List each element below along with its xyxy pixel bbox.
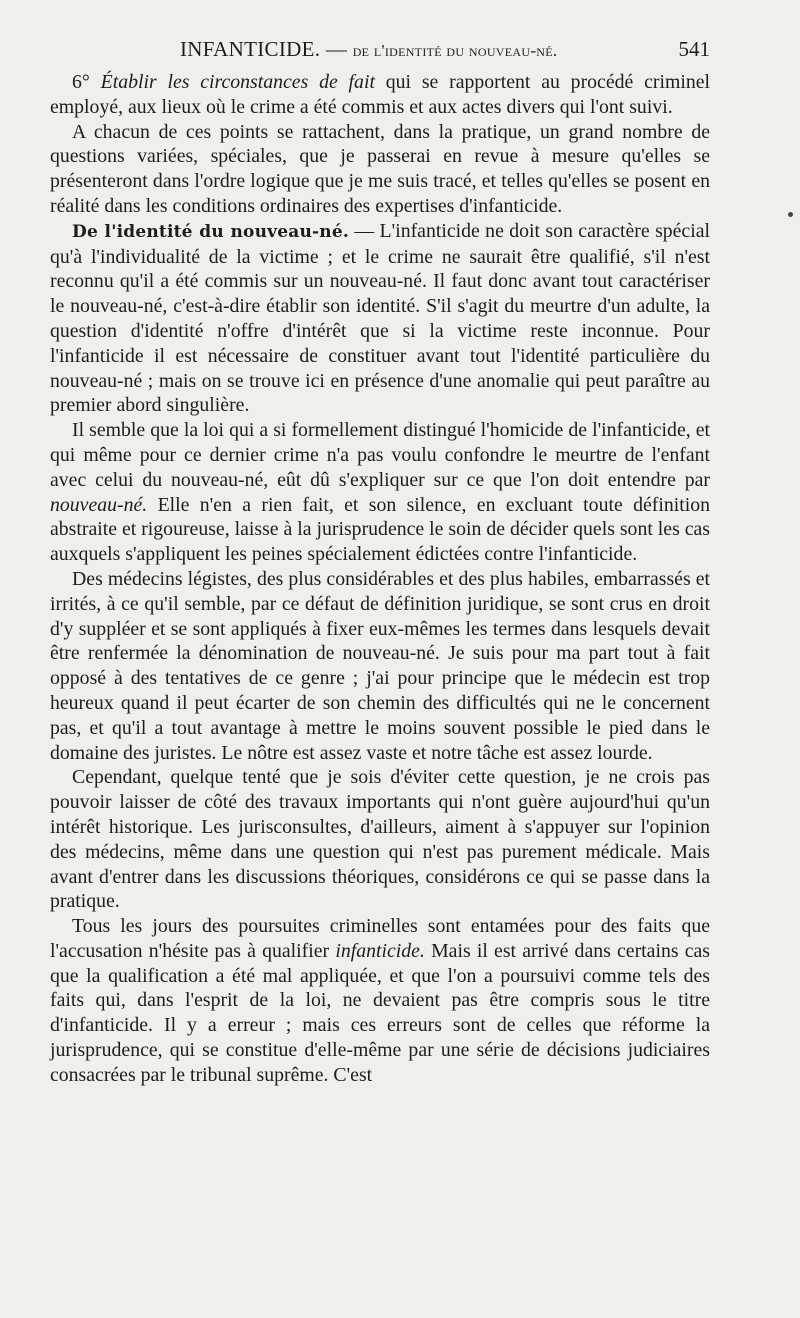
- text-run: Cependant, quelque tenté que je sois d'éviter cette question, je ne crois pas pouvoir laisser de côté des travaux importants qui n'ont guère aujourd'hui qu'un intérêt historique. Les jurisconsultes, d'ailleurs, aiment à s'appuyer sur l'opinion des médecins, même dans une question qui n'est pas purement médicale. Mais avant d'entrer dans les discussions théoriques, considérons ce qui se passe dans la pratique.: [50, 766, 710, 913]
- paragraph: [50, 418, 710, 567]
- body-text: [50, 70, 710, 1088]
- paragraph: [50, 70, 710, 120]
- page-number: 541: [678, 37, 710, 61]
- text-run: Établir les circonstances de fait: [100, 71, 375, 93]
- text-run: infanticide.: [335, 939, 425, 962]
- text-run: A chacun de ces points se rattachent, dans la pratique, un grand nombre de questions variées, spéciales, que je passerai en revue à mesure qu'elles se présenteront dans l'ordre logique que je me suis tracé, et telles qu'elles se posent en réalité dans les conditions ordinaires des expertises d'infanticide.: [50, 120, 710, 217]
- running-title-separator: —: [320, 37, 353, 61]
- running-header: [50, 34, 710, 64]
- paragraph: [50, 219, 710, 418]
- running-title: [180, 34, 557, 66]
- text-run: — L'infanticide ne doit son caractère spécial qu'à l'individualité de la victime ; et le crime ne saurait être qualifié, s'il n'est reconnu qu'il a été commis sur un nouveau-né. Il faut donc avant tout caractériser le nouveau-né, c'est-à-dire établir son identité. S'il s'agit du meurtre d'un adulte, la question d'identité n'offre d'intérêt que si la victime reste inconnue. Pour l'infanticide il est nécessaire de constituer avant tout l'identité particulière du nouveau-né ; mais on se trouve ici en présence d'une anomalie qui peut paraître au premier abord singulière.: [50, 219, 710, 417]
- running-title-subtitle: de l'identité du nouveau-né.: [352, 41, 558, 60]
- margin-dot: [788, 212, 793, 217]
- text-run: qui se rapportent au procédé criminel employé, aux lieux où le crime a été commis et aux actes divers qui l'ont suivi.: [50, 71, 710, 118]
- section-heading: De l'identité du nouveau-né.: [72, 221, 349, 242]
- text-run: Tous les jours des poursuites criminelles sont entamées pour des faits que l'accusation n'hésite pas à qualifier: [50, 915, 710, 962]
- paragraph: [50, 765, 710, 914]
- text-run: Mais il est arrivé dans certains cas que la qualification a été mal appliquée, et que l'on a poursuivi comme tels des faits qui, dans l'esprit de la loi, ne devaient pas être compris sous le titre d'infanticide. Il y a erreur ; mais ces erreurs sont de celles que réforme la jurisprudence, qui se constitue d'elle-même par une série de décisions judiciaires consacrées par le tribunal suprême. C'est: [50, 939, 710, 1086]
- text-run: nouveau-né.: [50, 493, 148, 516]
- paragraph: [50, 120, 710, 219]
- running-title-main: INFANTICIDE.: [180, 37, 321, 61]
- paragraph: [50, 567, 710, 765]
- paragraph: [50, 914, 710, 1088]
- text-run: Des médecins légistes, des plus considérables et des plus habiles, embarrassés et irrités, à ce qu'il semble, par ce défaut de définition juridique, se sont crus en droit d'y suppléer et se sont appliqués à fixer eux-mêmes les termes dans lesquels devait être renfermée la dénomination de nouveau-né. Je suis pour ma part tout à fait opposé à des tentatives de ce genre ; j'ai pour principe que le médecin est trop heureux quand il peut écarter de son chemin des difficultés qui ne le concernent pas, et qu'il a tout avantage à mettre le moins souvent possible le pied dans le domaine des juristes. Le nôtre est assez vaste et notre tâche est assez lourde.: [50, 567, 710, 764]
- text-run: Elle n'en a rien fait, et son silence, en excluant toute définition abstraite et rigoureuse, laisse à la jurisprudence le soin de décider quels sont les cas auxquels s'appliquent les peines spécialement édictées contre l'infanticide.: [50, 493, 710, 566]
- text-run: 6°: [72, 71, 101, 93]
- text-run: Il semble que la loi qui a si formellement distingué l'homicide de l'infanticide, et qui même pour ce dernier crime n'a pas voulu confondre le meurtre de l'enfant avec celui du nouveau-né, eût dû s'expliquer sur ce que l'on doit entendre par: [50, 419, 710, 491]
